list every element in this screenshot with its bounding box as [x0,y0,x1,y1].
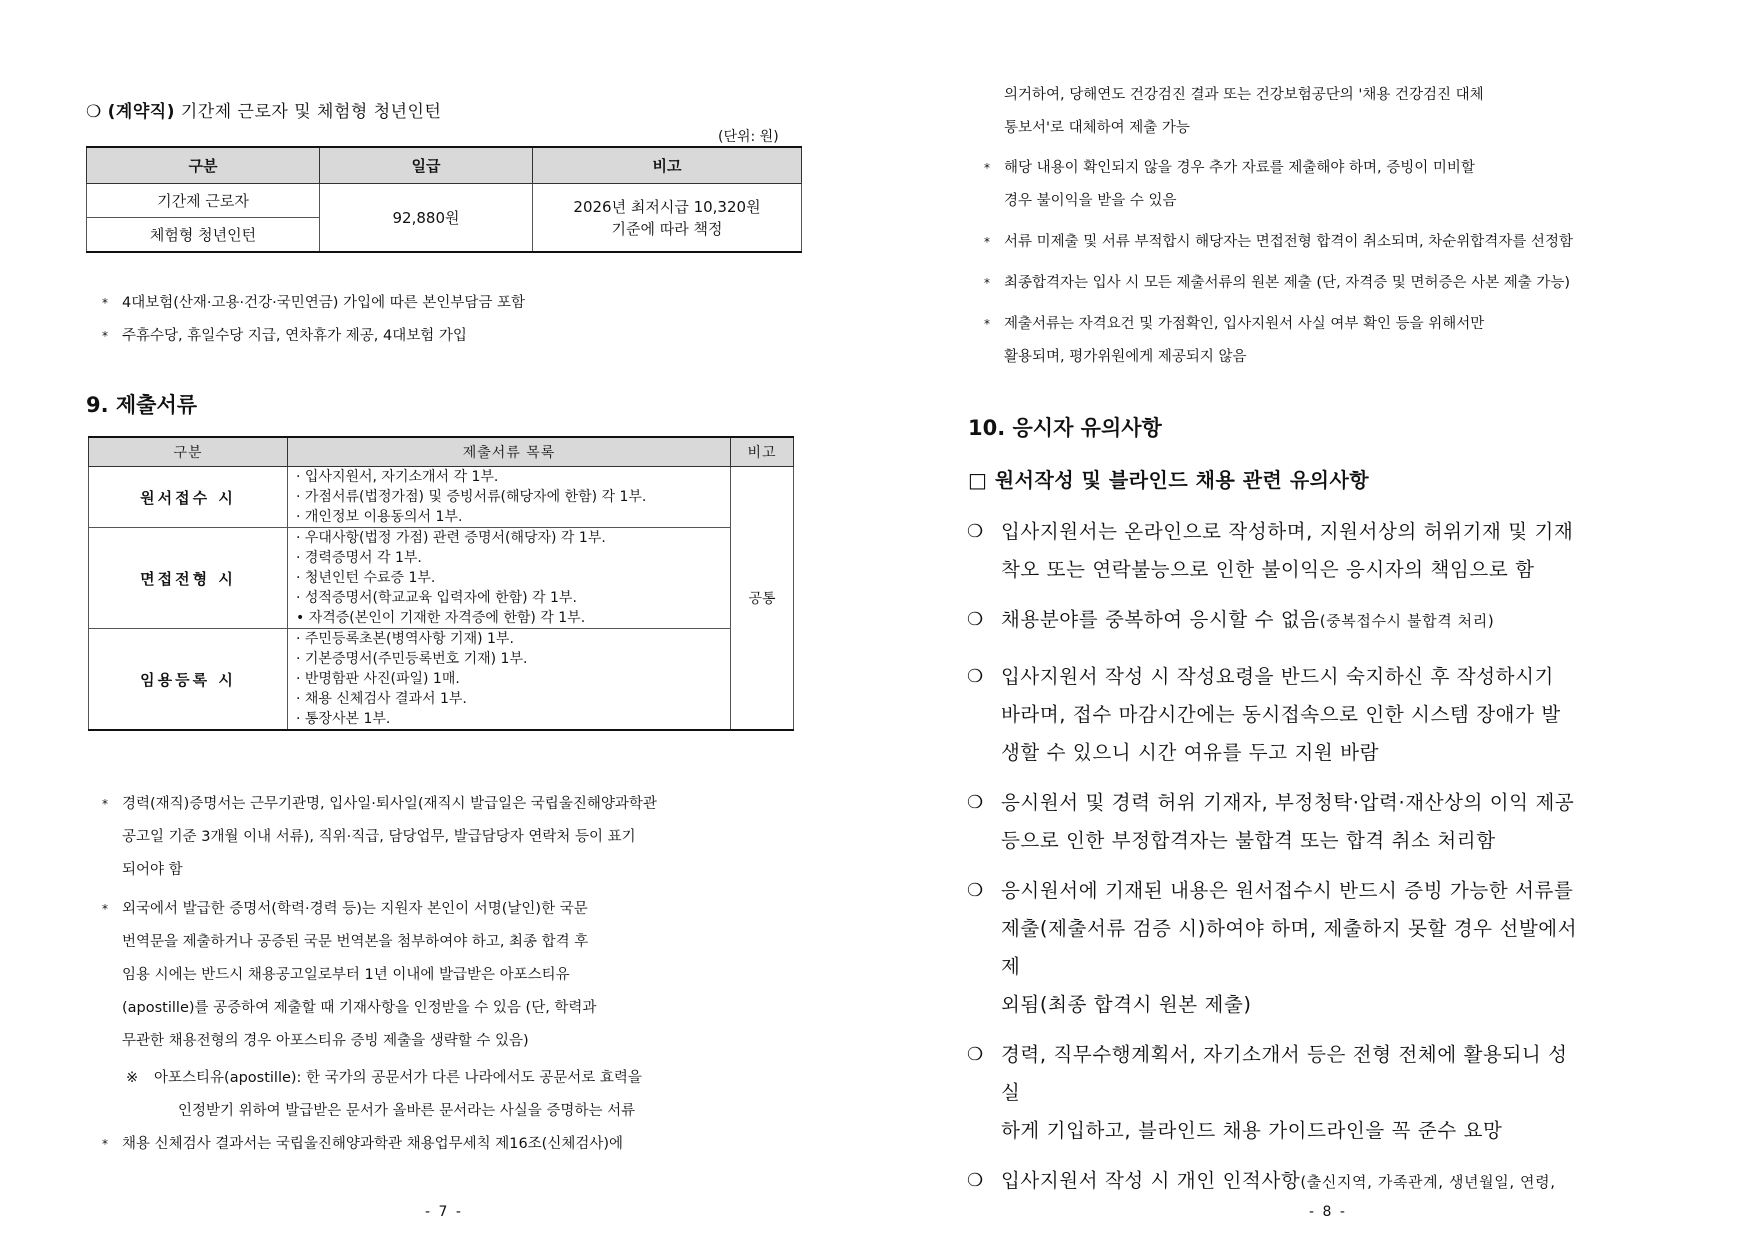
section9-title: 9. 제출서류 [86,393,198,417]
pay-table [86,146,802,253]
apostille-line: 인정받기 위하여 발급받은 문서가 올바른 문서라는 사실을 증명하는 서류 [178,1103,636,1119]
doc-item: · 청년인턴 수료증 1부. [296,570,436,586]
doc-item: · 가점서류(법정가점) 및 증빙서류(해당자에 한함) 각 1부. [296,489,647,505]
note-line: 번역문을 제출하거나 공증된 국문 번역본을 첨부하여야 하고, 최종 합격 후 [122,934,589,950]
apostille-note [92,1062,812,1128]
caution-subheading: □ 원서작성 및 블라인드 채용 관련 유의사항 [968,468,1370,492]
note-line: 제출서류는 자격요건 및 가점확인, 입사지원서 사실 여부 확인 등을 위해서만 [1004,316,1485,332]
docs-header-list: 제출서류 목록 [288,437,731,467]
docs-category: 면접전형 시 [89,528,288,629]
hollow-circle-icon: ❍ [967,880,984,901]
item-line: 응시원서 및 경력 허위 기재자, 부정청탁·압력·재산상의 이익 제공 [1001,791,1575,814]
item-line: 입사지원서 작성 시 개인 인적사항 [1001,1169,1301,1192]
hollow-circle-icon: ❍ [967,1170,984,1191]
list-item [92,893,812,1058]
item-line: 바라며, 접수 마감시간에는 동시접속으로 인한 시스템 장애가 발 [1001,703,1561,726]
note-line: 되어야 함 [122,862,183,878]
list-item [965,513,1580,589]
note-line: 의거하여, 당해연도 건강검진 결과 또는 건강보험공단의 '채용 건강검진 대체 [1004,87,1484,103]
note-line: 무관한 채용전형의 경우 아포스티유 증빙 제출을 생략할 수 있음) [122,1033,529,1049]
page-number: - 8 - [1309,1204,1347,1220]
hollow-circle-icon: ❍ [967,609,984,630]
right-page [877,0,1754,1240]
list-item [92,287,812,320]
note-line: 외국에서 발급한 증명서(학력·경력 등)는 지원자 본인이 서명(날인)한 국문 [122,901,588,917]
asterisk-icon: * [984,317,990,331]
docs-table [88,436,794,731]
asterisk-icon: * [102,797,108,811]
docs-items [288,528,731,629]
item-line: 경력, 직무수행계획서, 자기소개서 등은 전형 전체에 활용되니 성실 [1001,1043,1568,1104]
pay-wage-value: 92,880원 [320,184,533,253]
item-line: 응시원서에 기재된 내용은 원서접수시 반드시 증빙 가능한 서류를 [1001,879,1574,902]
caution-list [965,513,1580,1201]
pay-remark-line1: 2026년 최저시급 10,320원 [573,197,761,216]
pay-header-remark: 비고 [533,147,802,184]
list-item [965,1162,1580,1201]
note-line: 통보서'로 대체하여 제출 가능 [1004,120,1190,136]
docs-category: 임용등록 시 [89,629,288,731]
item-line: 입사지원서 작성 시 작성요령을 반드시 숙지하신 후 작성하시기 [1001,665,1554,688]
item-small-text: (출신지역, 가족관계, 생년월일, 연령, [1300,1173,1556,1191]
doc-notes [92,788,812,1161]
doc-item: · 기본증명서(주민등록번호 기재) 1부. [296,651,528,667]
asterisk-icon: * [102,296,108,310]
table-row [89,467,794,528]
note-line: (apostille)를 공증하여 제출할 때 기재사항을 인정받을 수 있음 (단, 학력과 [122,1000,597,1016]
item-line: 하게 기입하고, 블라인드 채용 가이드라인을 꼭 준수 요망 [1001,1119,1503,1142]
pay-notes [92,287,812,353]
hollow-circle-icon: ❍ [86,102,102,122]
list-item [92,320,812,353]
list-item [877,267,1697,300]
docs-category: 원서접수 시 [89,467,288,528]
item-line: 생할 수 있으니 시간 여유를 두고 지원 바람 [1001,741,1380,764]
docs-items [288,467,731,528]
note-line: 임용 시에는 반드시 채용공고일로부터 1년 이내에 발급받은 아포스티유 [122,967,570,983]
asterisk-icon: * [102,902,108,916]
doc-item: · 주민등록초본(병역사항 기재) 1부. [296,631,514,647]
note-text: 4대보험(산재·고용·건강·국민연금) 가입에 따른 본인부담금 포함 [122,295,525,311]
doc-item: · 입사지원서, 자기소개서 각 1부. [296,469,499,485]
doc-item: · 채용 신체검사 결과서 1부. [296,691,467,707]
reference-mark-icon: ※ [126,1070,139,1086]
note-line: 활용되며, 평가위원에게 제공되지 않음 [1004,349,1247,365]
unit-label: (단위: 원) [718,129,779,145]
note-text: 주휴수당, 휴일수당 지급, 연차휴가 제공, 4대보험 가입 [122,328,467,344]
note-line: 경력(재직)증명서는 근무기관명, 입사일·퇴사일(재직시 발급일은 국립울진해양과학관 [122,796,657,812]
doc-item: · 통장사본 1부. [296,711,391,727]
item-line: 등으로 인한 부정합격자는 불합격 또는 합격 취소 처리함 [1001,829,1496,852]
item-line: 채용분야를 중복하여 응시할 수 없음 [1001,608,1320,631]
note-line: 해당 내용이 확인되지 않을 경우 추가 자료를 제출해야 하며, 증빙이 미비할 [1004,160,1475,176]
doc-item: · 개인정보 이용동의서 1부. [296,509,463,525]
asterisk-icon: * [102,329,108,343]
doc-item: · 성적증명서(학교교육 입력자에 한함) 각 1부. [296,590,577,606]
list-item [877,152,1697,218]
item-line: 착오 또는 연락불능으로 인한 불이익은 응시자의 책임으로 함 [1001,558,1535,581]
item-line: 외됨(최종 합격시 원본 제출) [1001,993,1252,1016]
list-item [965,658,1580,772]
list-item [965,601,1580,640]
hollow-circle-icon: ❍ [967,1044,984,1065]
doc-item: • 자격증(본인이 기재한 자격증에 한함) 각 1부. [296,610,586,626]
item-line: 제출(제출서류 검증 시)하여야 하며, 제출하지 못할 경우 선발에서 제 [1001,917,1578,978]
list-item [92,1128,812,1161]
table-row [89,629,794,731]
contract-heading-bold: (계약직) [107,102,175,122]
list-item [965,872,1580,1024]
asterisk-icon: * [984,161,990,175]
pay-remark [533,184,802,253]
pay-row-label: 기간제 근로자 [87,184,320,218]
note-line: 공고일 기준 3개월 이내 서류), 직위·직급, 담당업무, 발급담당자 연락처 등이 표기 [122,829,636,845]
contract-heading [86,97,441,122]
hollow-circle-icon: ❍ [967,521,984,542]
asterisk-icon: * [102,1137,108,1151]
doc-item: · 우대사항(법정 가점) 관련 증명서(해당자) 각 1부. [296,530,606,546]
pay-table-header [87,147,802,184]
docs-header-note: 비고 [731,437,794,467]
list-item [92,788,812,887]
list-item [877,226,1697,259]
docs-table-header [89,437,794,467]
pay-header-category: 구분 [87,147,320,184]
list-item [965,784,1580,860]
item-line: 입사지원서는 온라인으로 작성하며, 지원서상의 허위기재 및 기재 [1001,520,1574,543]
hollow-circle-icon: ❍ [967,792,984,813]
pay-header-wage: 일급 [320,147,533,184]
continued-notes [877,79,1697,374]
apostille-line: 아포스티유(apostille): 한 국가의 공문서가 다른 나라에서도 공문서로 효력을 [154,1070,642,1086]
page-number: - 7 - [425,1204,463,1220]
doc-item: · 반명함판 사진(파일) 1매. [296,671,460,687]
pay-remark-line2: 기준에 따라 책정 [611,219,723,238]
list-item [965,1036,1580,1150]
section10-title: 10. 응시자 유의사항 [968,416,1162,440]
asterisk-icon: * [984,276,990,290]
asterisk-icon: * [984,235,990,249]
list-item [877,308,1697,374]
note-line: 경우 불이익을 받을 수 있음 [1004,193,1177,209]
table-row [87,184,802,218]
doc-item: · 경력증명서 각 1부. [296,550,422,566]
item-small-text: (중복접수시 불합격 처리) [1319,612,1495,630]
note-line: 서류 미제출 및 서류 부적합시 해당자는 면접전형 합격이 취소되며, 차순위합격자를 선정함 [1004,234,1573,250]
docs-common-note: 공통 [731,467,794,731]
table-row [89,528,794,629]
docs-items [288,629,731,731]
note-line: 최종합격자는 입사 시 모든 제출서류의 원본 제출 (단, 자격증 및 면허증은 사본 제출 가능) [1004,275,1571,291]
note-line: 채용 신체검사 결과서는 국립울진해양과학관 채용업무세칙 제16조(신체검사)에 [122,1136,624,1152]
pay-row-label: 체험형 청년인턴 [87,218,320,253]
docs-header-category: 구분 [89,437,288,467]
contract-heading-text: 기간제 근로자 및 체험형 청년인턴 [174,102,442,122]
hollow-circle-icon: ❍ [967,666,984,687]
